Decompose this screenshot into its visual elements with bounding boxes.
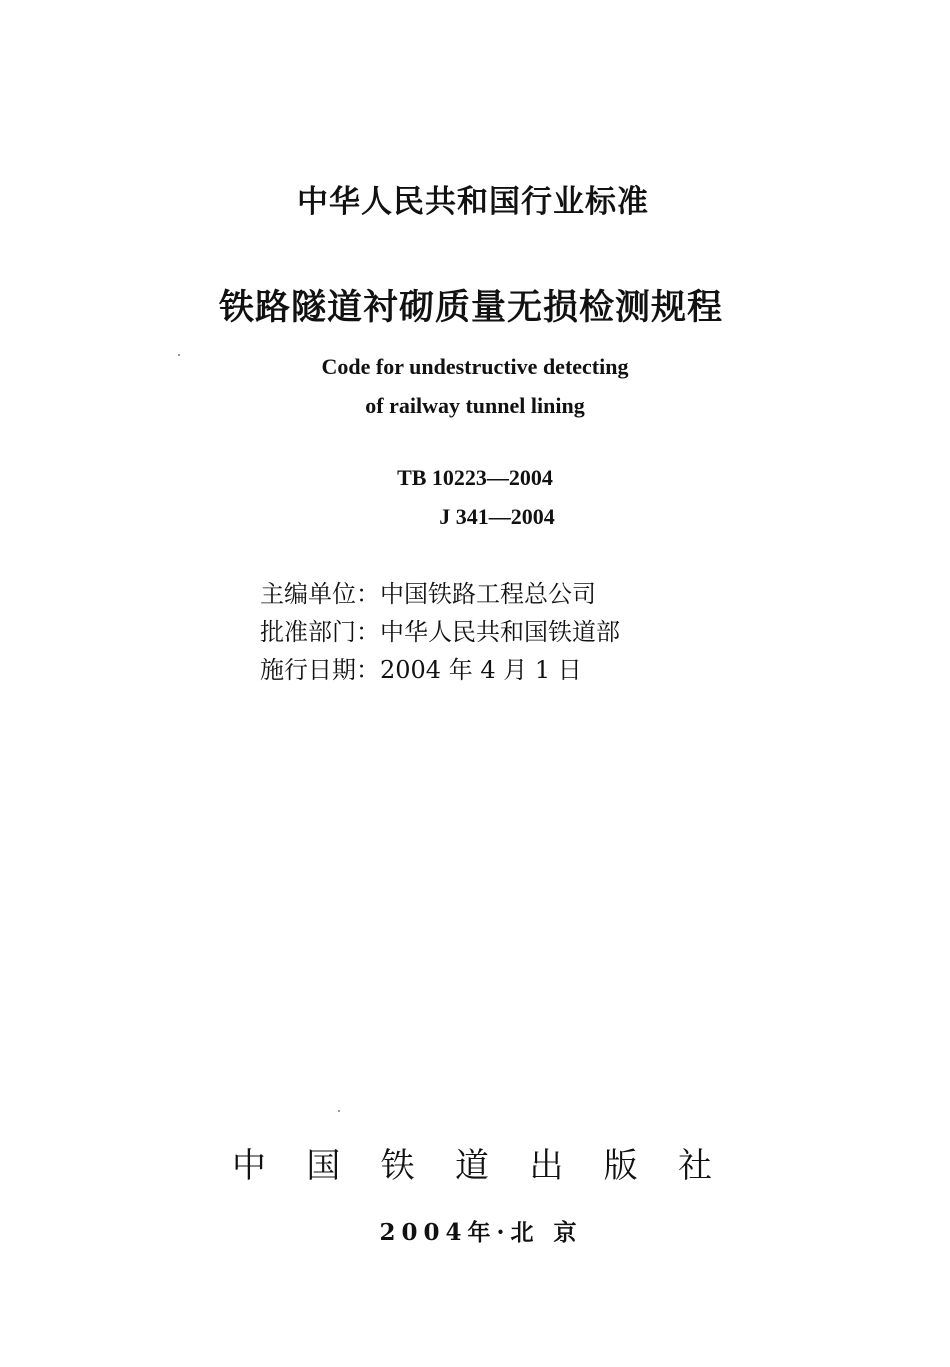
- publisher-char: 铁: [380, 1146, 415, 1186]
- scan-speck: [178, 354, 180, 356]
- publisher-char: 道: [454, 1146, 489, 1186]
- effective-date: 施行日期：2004 年 4 月 1 日: [260, 656, 582, 684]
- scan-speck: [338, 1110, 340, 1112]
- document-title-english-line1: Code for undestructive detecting: [321, 354, 629, 379]
- standard-code-j: J 341—2004: [439, 504, 555, 529]
- publisher-char: 版: [603, 1146, 638, 1186]
- document-title-english-line2: of railway tunnel lining: [365, 393, 585, 418]
- approving-department: 批准部门：中华人民共和国铁道部: [260, 618, 620, 646]
- standard-code-tb: TB 10223—2004: [397, 465, 553, 490]
- publisher-char: 社: [677, 1146, 712, 1186]
- publisher-char: 国: [306, 1146, 341, 1186]
- standard-type-heading: 中华人民共和国行业标准: [297, 184, 649, 220]
- editor-unit: 主编单位：中国铁路工程总公司: [260, 580, 596, 608]
- document-title-chinese: 铁路隧道衬砌质量无损检测规程: [218, 288, 723, 328]
- publication-date-place: 2004年·北 京: [379, 1219, 583, 1246]
- publisher-name: [232, 1138, 712, 1187]
- publisher-char: 出: [529, 1146, 564, 1186]
- publisher-char: 中: [232, 1146, 266, 1186]
